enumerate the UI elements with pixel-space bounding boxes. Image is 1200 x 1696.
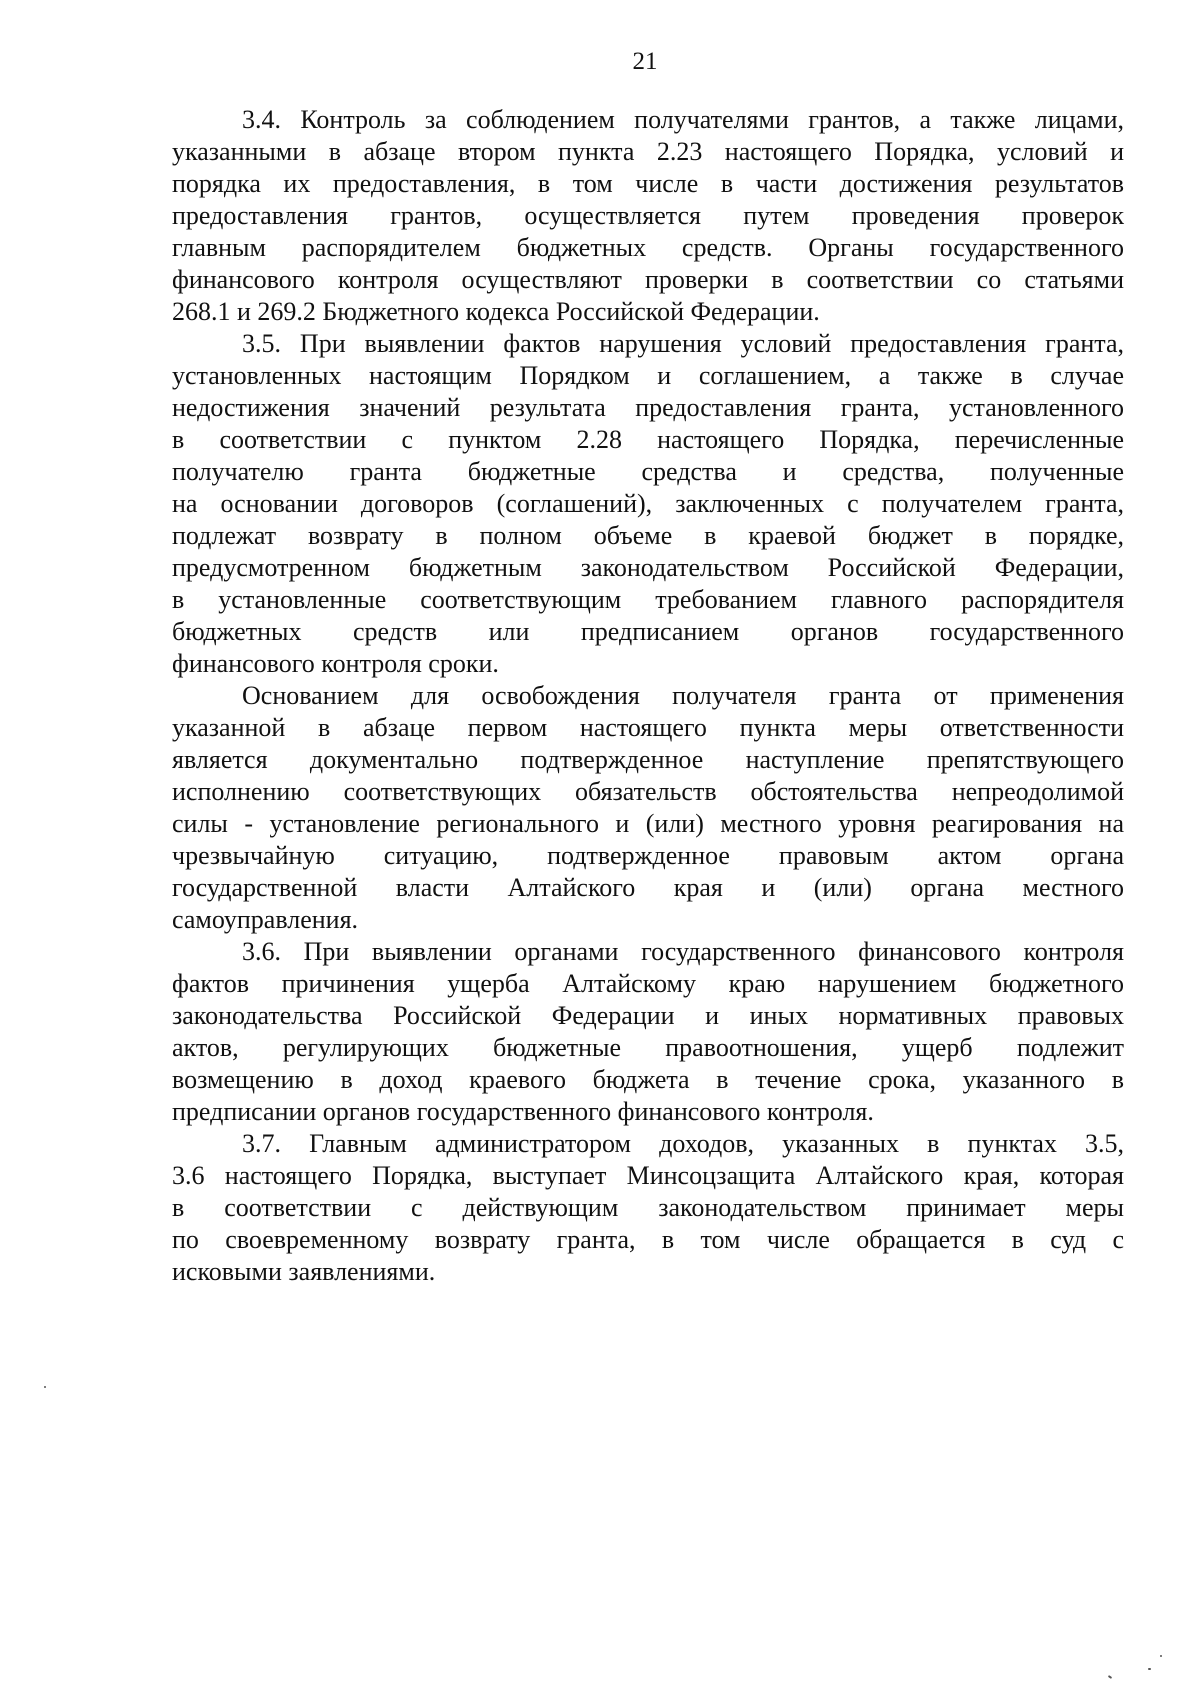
text-line: главным распорядителем бюджетных средств. Органы государственного (172, 233, 1124, 262)
text-line: 3.7. Главным администратором доходов, указанных в пунктах 3.5, (242, 1129, 1124, 1158)
text-line: указанными в абзаце втором пункта 2.23 настоящего Порядка, условий и (172, 137, 1124, 166)
text-line: в соответствии с пунктом 2.28 настоящего Порядка, перечисленные (172, 425, 1124, 454)
text-line: получателю гранта бюджетные средства и средства, полученные (172, 457, 1124, 486)
text-line: предоставления грантов, осуществляется путем проведения проверок (172, 201, 1124, 230)
text-line: фактов причинения ущерба Алтайскому краю нарушением бюджетного (172, 969, 1124, 998)
text-line: финансового контроля осуществляют проверки в соответствии со статьями (172, 265, 1124, 294)
text-line: Основанием для освобождения получателя гранта от применения (242, 681, 1124, 710)
text-line: предусмотренном бюджетным законодательством Российской Федерации, (172, 553, 1124, 582)
text-line: возмещению в доход краевого бюджета в течение срока, указанного в (172, 1065, 1124, 1094)
scan-speck (1160, 1655, 1162, 1657)
page-number: 21 (632, 48, 658, 75)
text-line: 3.5. При выявлении фактов нарушения условий предоставления гранта, (242, 329, 1124, 358)
text-line: чрезвычайную ситуацию, подтвержденное правовым актом органа (172, 841, 1124, 870)
paragraph-p-3-5 (172, 328, 1124, 680)
text-line: законодательства Российской Федерации и иных нормативных правовых (172, 1001, 1124, 1030)
text-line: государственной власти Алтайского края и (или) органа местного (172, 873, 1124, 902)
text-line: подлежат возврату в полном объеме в краевой бюджет в порядке, (172, 521, 1124, 550)
text-line: 268.1 и 269.2 Бюджетного кодекса Российской Федерации. (172, 297, 820, 326)
text-line: силы - установление регионального и (или) местного уровня реагирования на (172, 809, 1124, 838)
text-line: по своевременному возврату гранта, в том числе обращается в суд с (172, 1225, 1124, 1254)
text-line: 3.6 настоящего Порядка, выступает Минсоцзащита Алтайского края, которая (172, 1161, 1124, 1190)
text-line: порядка их предоставления, в том числе в части достижения результатов (172, 169, 1124, 198)
text-line: финансового контроля сроки. (172, 649, 499, 678)
text-line: бюджетных средств или предписанием органов государственного (172, 617, 1124, 646)
text-line: в установленные соответствующим требованием главного распорядителя (172, 585, 1124, 614)
paragraph-p-3-4 (172, 104, 1124, 328)
text-line: на основании договоров (соглашений), заключенных с получателем гранта, (172, 489, 1124, 518)
text-line: установленных настоящим Порядком и соглашением, а также в случае (172, 361, 1124, 390)
text-line: указанной в абзаце первом настоящего пункта меры ответственности (172, 713, 1124, 742)
text-line: исполнению соответствующих обязательств обстоятельства непреодолимой (172, 777, 1124, 806)
text-line: 3.6. При выявлении органами государственного финансового контроля (242, 937, 1124, 966)
text-line: предписании органов государственного финансового контроля. (172, 1097, 874, 1126)
paragraph-p-3-7 (172, 1128, 1124, 1288)
text-line: недостижения значений результата предоставления гранта, установленного (172, 393, 1124, 422)
text-line: актов, регулирующих бюджетные правоотношения, ущерб подлежит (172, 1033, 1124, 1062)
scan-speck (1108, 1675, 1112, 1679)
text-line: исковыми заявлениями. (172, 1257, 436, 1286)
scan-speck (1148, 1668, 1151, 1670)
text-line: самоуправления. (172, 905, 359, 934)
document-body (172, 104, 1124, 1288)
text-line: является документально подтвержденное наступление препятствующего (172, 745, 1124, 774)
text-line: в соответствии с действующим законодательством принимает меры (172, 1193, 1124, 1222)
scan-speck (44, 1386, 46, 1388)
paragraph-p-3-5-basis (172, 680, 1124, 936)
paragraph-p-3-6 (172, 936, 1124, 1128)
text-line: 3.4. Контроль за соблюдением получателями грантов, а также лицами, (242, 105, 1124, 134)
